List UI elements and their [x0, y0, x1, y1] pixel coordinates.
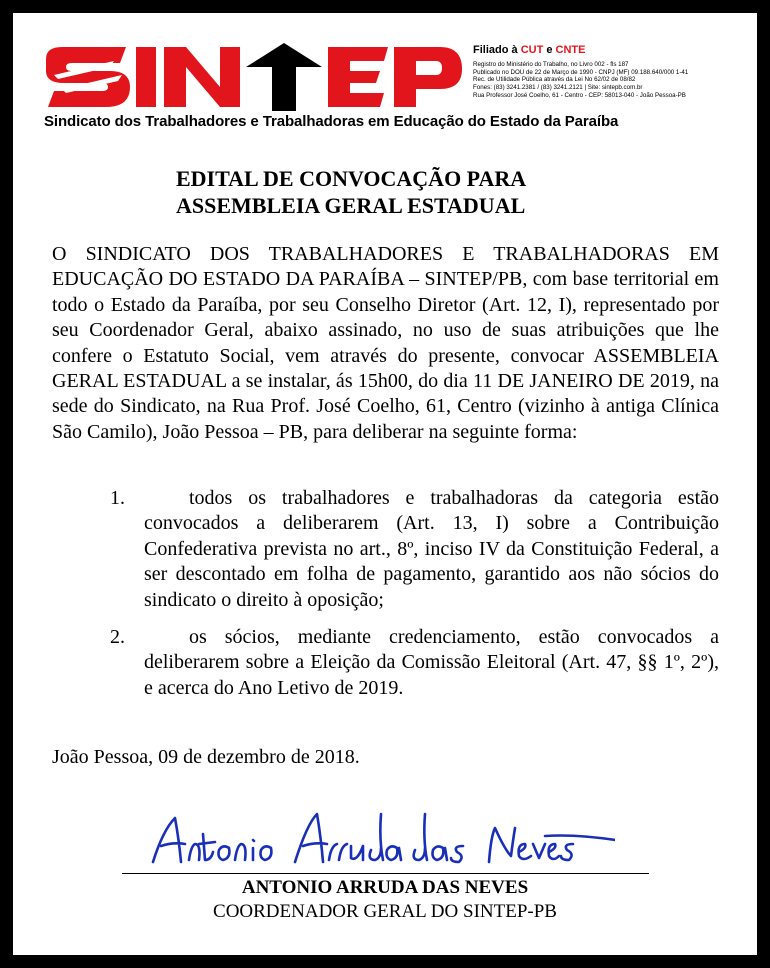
- registration-line: Rec. de Utilidade Pública através da Lei No 62/02 de 08/82: [473, 76, 636, 84]
- affiliation-and: e: [546, 44, 553, 56]
- list-item-number: 1.: [110, 487, 125, 509]
- registration-line: Fones: (83) 3241.2381 / (83) 3241.2121 | Site: sintepb.com.br: [473, 84, 643, 92]
- list-item-number: 2.: [110, 626, 125, 648]
- signature-line: [122, 873, 649, 874]
- handwritten-signature: [145, 800, 615, 880]
- date-line: João Pessoa, 09 de dezembro de 2018.: [52, 746, 360, 768]
- title-line-2: ASSEMBLEIA GERAL ESTADUAL: [176, 193, 526, 218]
- signer-role: COORDENADOR GERAL DO SINTEP-PB: [213, 901, 557, 922]
- affiliation-label: [473, 44, 586, 56]
- affiliation-cut: CUT: [520, 44, 544, 56]
- affiliation-cnte: CNTE: [555, 44, 586, 56]
- sintep-logo: [44, 41, 464, 113]
- registration-line: Publicado no DOU de 22 de Março de 1990 - CNPJ (MF) 09.188.640/000 1-41: [473, 68, 689, 76]
- list-item-text: os sócios, mediante credenciamento, estão convocados a deliberarem sobre a Eleição da Comissão Eleitoral (Art. 47, §§ 1º, 2º), e acerca do Ano Letivo de 2019.: [144, 626, 719, 699]
- signer-name: ANTONIO ARRUDA DAS NEVES: [241, 877, 529, 898]
- union-name: Sindicato dos Trabalhadores e Trabalhadoras em Educação do Estado da Paraíba: [44, 113, 619, 130]
- convocation-paragraph: O SINDICATO DOS TRABALHADORES E TRABALHADORAS EM EDUCAÇÃO DO ESTADO DA PARAÍBA – SINTEP/PB, com base territorial em todo o Estado da Paraíba, por seu Conselho Diretor (Art. 12, I), representado por seu Coordenador Geral, abaixo assinado, no uso de suas atribuições que lhe confere o Estatuto Social, vem através do presente, convocar ASSEMBLEIA GERAL ESTADUAL a se instalar, ás 15h00, do dia 11 DE JANEIRO DE 2019, na sede do Sindicato, na Rua Prof. José Coelho, 61, Centro (vizinho à antiga Clínica São Camilo), João Pessoa – PB, para deliberar na seguinte forma:: [52, 243, 719, 443]
- registration-info: [473, 61, 688, 100]
- list-item-text: todos os trabalhadores e trabalhadoras da categoria estão convocados a deliberarem (Art. 13, I) sobre a Contribuição Confederativa prevista no art., 8º, inciso IV da Constituição Federal, a ser descontado em folha de pagamento, garantido aos não sócios do sindicato o direito à oposição;: [144, 487, 719, 611]
- affiliation-prefix: Filiado à: [473, 44, 518, 56]
- registration-line: Rua Professor José Coelho, 61 - Centro - CEP: 58013-040 - João Pessoa-PB: [473, 91, 686, 99]
- registration-line: Registro do Ministério do Trabalho, no Livro 002 - fls 187: [473, 61, 629, 68]
- title-line-1: EDITAL DE CONVOCAÇÃO PARA: [176, 166, 527, 191]
